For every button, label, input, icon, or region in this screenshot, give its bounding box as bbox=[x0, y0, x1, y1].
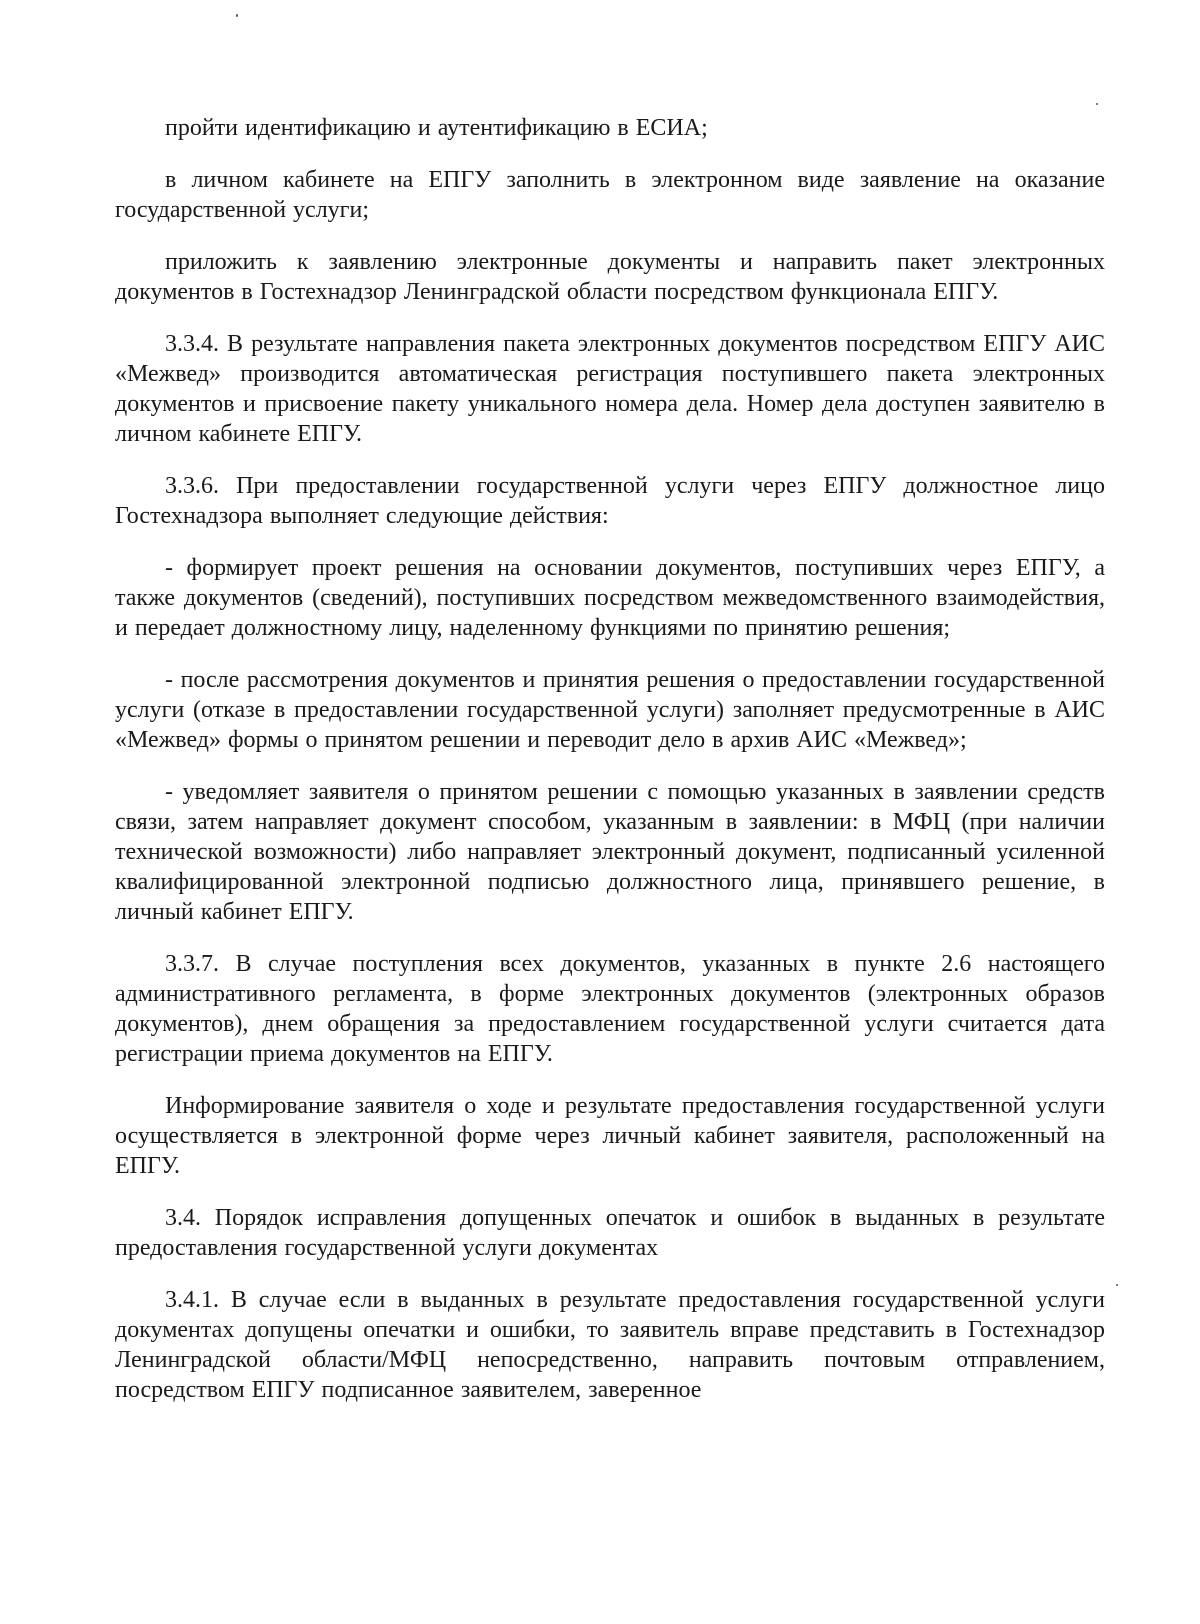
paragraph: 3.3.4. В результате направления пакета электронных документов посредством ЕПГУ АИС «Межвед» производится автоматическая регистрация поступившего пакета электронных документов и присвоение пакету уникального номера дела. Номер дела доступен заявителю в личном кабинете ЕПГУ. bbox=[115, 331, 1105, 447]
paragraph: - уведомляет заявителя о принятом решении с помощью указанных в заявлении средств связи, затем направляет документ способом, указанным в заявлении: в МФЦ (при наличии технической возможности) либо направляет электронный документ, подписанный усиленной квалифицированной электронной подписью должностного лица, принявшего решение, в личный кабинет ЕПГУ. bbox=[115, 779, 1105, 925]
scan-speck bbox=[1116, 1284, 1118, 1286]
paragraph: - формирует проект решения на основании документов, поступивших через ЕПГУ, а также документов (сведений), поступивших посредством межведомственного взаимодействия, и передает должностному лицу, наделенному функциями по принятию решения; bbox=[115, 555, 1105, 641]
paragraph: 3.4.1. В случае если в выданных в результате предоставления государственной услуги документах допущены опечатки и ошибки, то заявитель вправе представить в Гостехнадзор Ленинградской области/МФЦ непосредственно, направить почтовым отправлением, посредством ЕПГУ подписанное заявителем, заверенное bbox=[115, 1287, 1105, 1403]
paragraph: приложить к заявлению электронные документы и направить пакет электронных документов в Гостехнадзор Ленинградской области посредством функционала ЕПГУ. bbox=[115, 249, 1105, 305]
paragraph: 3.3.6. При предоставлении государственной услуги через ЕПГУ должностное лицо Гостехнадзора выполняет следующие действия: bbox=[115, 473, 1105, 529]
paragraph: пройти идентификацию и аутентификацию в ЕСИА; bbox=[165, 115, 708, 141]
paragraph: - после рассмотрения документов и принятия решения о предоставлении государственной услуги (отказе в предоставлении государственной услуги) заполняет предусмотренные в АИС «Межвед» формы о принятом решении и переводит дело в архив АИС «Межвед»; bbox=[115, 667, 1105, 753]
document-body bbox=[115, 113, 1105, 1427]
paragraph: Информирование заявителя о ходе и результате предоставления государственной услуги осуществляется в электронной форме через личный кабинет заявителя, расположенный на ЕПГУ. bbox=[115, 1093, 1105, 1179]
section-heading: 3.4. Порядок исправления допущенных опечаток и ошибок в выданных в результате предоставления государственной услуги документах bbox=[115, 1205, 1105, 1261]
scan-speck bbox=[236, 14, 238, 17]
paragraph: 3.3.7. В случае поступления всех документов, указанных в пункте 2.6 настоящего административного регламента, в форме электронных документов (электронных образов документов), днем обращения за предоставлением государственной услуги считается дата регистрации приема документов на ЕПГУ. bbox=[115, 951, 1105, 1067]
scan-speck bbox=[1096, 103, 1098, 105]
paragraph: в личном кабинете на ЕПГУ заполнить в электронном виде заявление на оказание государственной услуги; bbox=[115, 167, 1105, 223]
